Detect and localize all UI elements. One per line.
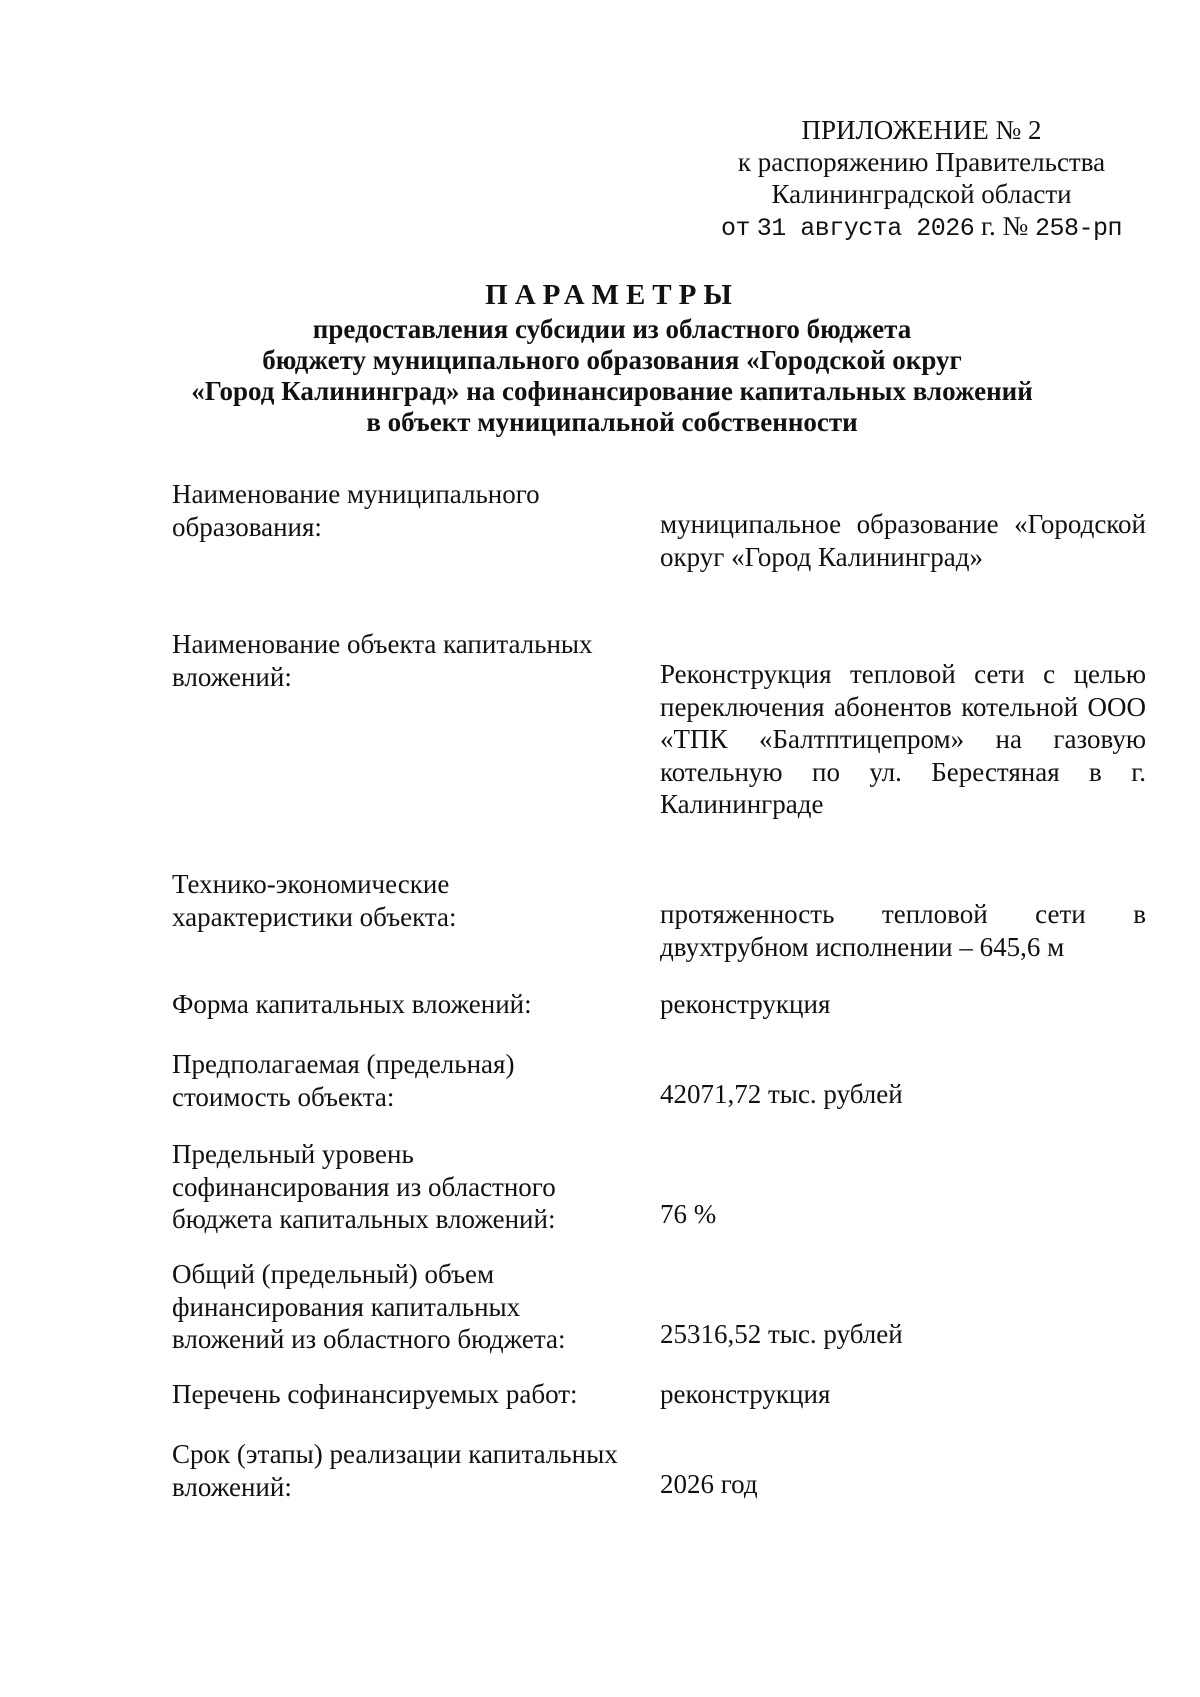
subtitle-line: бюджету муниципального образования «Городской округ [262,345,962,375]
label-line: характеристики объекта: [172,901,457,932]
param-value: 25316,52 тыс. рублей [660,1319,903,1349]
date-value: 31 августа 2026 [756,214,975,243]
subtitle-line: «Город Калининград» на софинансирование капитальных вложений [191,376,1033,406]
param-label [172,988,642,1021]
label-line: вложений: [172,661,292,692]
param-value: 42071,72 тыс. рублей [660,1079,903,1109]
title-block [150,276,1074,438]
param-value: муниципальное образование «Городской округ «Город Калининград» [660,509,1146,572]
label-line: стоимость объекта: [172,1081,395,1112]
document-title: ПАРАМЕТРЫ [485,279,739,311]
param-label [172,1378,642,1411]
param-label [172,1048,642,1113]
label-line: Наименование объекта капитальных [172,629,593,659]
param-label [172,1258,642,1356]
param-value: реконструкция [660,989,831,1019]
param-label [172,868,642,933]
label-line: Форма капитальных вложений: [172,989,532,1019]
appendix-title: ПРИЛОЖЕНИЕ № 2 [801,115,1042,145]
param-value: реконструкция [660,1379,831,1409]
appendix-date-line [700,210,1143,245]
param-label [172,478,642,543]
subtitle-line: в объект муниципальной собственности [366,407,858,437]
appendix-header [700,114,1143,245]
param-value: Реконструкция тепловой сети с целью переключения абонентов котельной ООО «ТПК «Балтптицепром» на газовую котельную по ул. Берестяная в г. Калининграде [660,659,1146,819]
label-line: Предельный уровень [172,1139,414,1169]
document-number: 258-рп [1035,214,1123,243]
date-suffix: г. № [981,211,1029,241]
subtitle-line: предоставления субсидии из областного бюджета [312,314,912,344]
label-line: софинансирования из областного [172,1171,556,1202]
label-line: Технико-экономические [172,869,450,899]
param-value: 2026 год [660,1469,758,1499]
label-line: образования: [172,511,322,542]
label-line: Общий (предельный) объем [172,1259,495,1289]
appendix-line-2: Калининградской области [771,179,1072,209]
document-subtitle [150,314,1074,438]
date-prefix: от [720,214,750,243]
label-line: бюджета капитальных вложений: [172,1204,556,1234]
param-label [172,628,642,693]
label-line: вложений из областного бюджета: [172,1324,566,1354]
param-label [172,1138,642,1236]
label-line: финансирования капитальных [172,1291,521,1322]
param-value: протяженность тепловой сети в двухтрубном исполнении – 645,6 м [660,899,1146,962]
appendix-line-1: к распоряжению Правительства [737,147,1106,177]
label-line: Срок (этапы) реализации капитальных [172,1439,618,1469]
label-line: Предполагаемая (предельная) [172,1049,515,1079]
param-value: 76 % [660,1199,717,1229]
label-line: Перечень софинансируемых работ: [172,1379,578,1409]
label-line: Наименование муниципального [172,479,540,509]
param-label [172,1438,642,1503]
label-line: вложений: [172,1471,292,1502]
